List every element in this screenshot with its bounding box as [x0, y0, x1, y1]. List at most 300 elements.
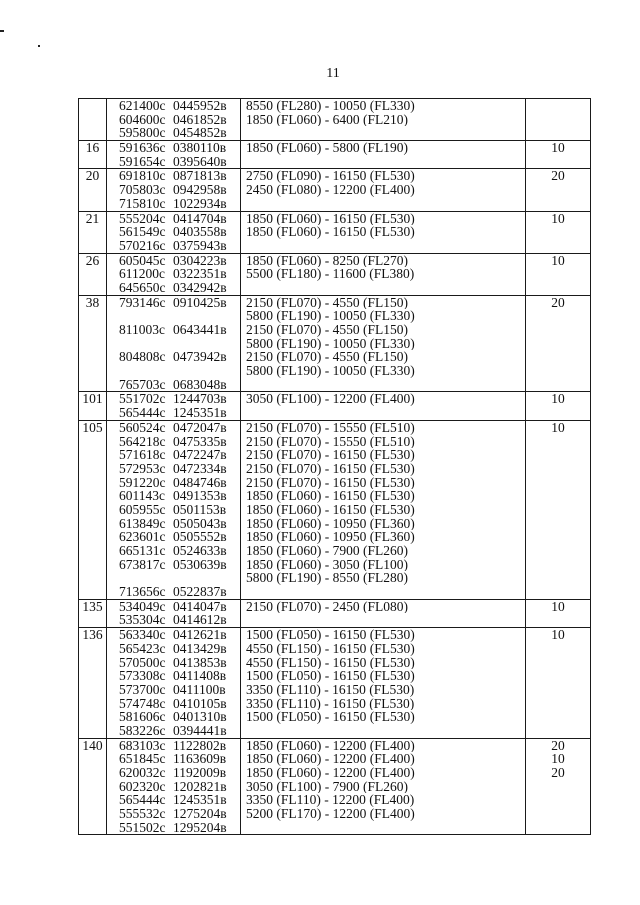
coordinates-cell: [107, 392, 241, 420]
table-row: [79, 141, 591, 169]
altitude-range: 3050 (FL100) - 12200 (FL400): [246, 392, 415, 407]
route-number: 140: [82, 738, 103, 753]
width-value: [526, 350, 590, 364]
coordinates-cell: [107, 253, 241, 295]
width-value: 20: [551, 766, 565, 780]
longitude: 0530639в: [173, 557, 227, 572]
coordinate-line: [119, 585, 240, 599]
latitude: 571618с: [119, 448, 166, 462]
altitude-range: [246, 239, 525, 253]
width-cell: [526, 392, 591, 420]
longitude: 0942958в: [173, 183, 227, 197]
width-value: [526, 724, 590, 738]
route-number: 38: [85, 295, 100, 310]
altitude-range: 1850 (FL060) - 16150 (FL530): [246, 211, 415, 226]
route-number: 105: [82, 420, 103, 435]
latitude: 564218с: [119, 434, 166, 449]
latitude: 651845с: [119, 752, 166, 766]
width-cell: [526, 141, 591, 169]
route-table-body: [79, 99, 591, 835]
table-row: [79, 420, 591, 599]
coordinate-line: [119, 155, 240, 169]
route-number: 135: [82, 599, 103, 614]
altitude-range: 1850 (FL060) - 12200 (FL400): [246, 752, 415, 766]
table-row: [79, 169, 591, 211]
route-number-cell: [79, 169, 107, 211]
longitude: 0413429в: [173, 641, 227, 656]
route-number-cell: [79, 295, 107, 392]
latitude: 555532с: [119, 807, 166, 821]
coordinate-line: [119, 392, 240, 406]
longitude: 0473942в: [173, 350, 227, 365]
width-cell: [526, 628, 591, 739]
altitude-cell: [241, 392, 526, 420]
latitude: 595800с: [119, 126, 166, 141]
table-row: [79, 738, 591, 835]
altitude-range: [246, 197, 525, 211]
coordinate-line: [119, 476, 240, 490]
width-value: [526, 323, 590, 337]
width-value: [526, 517, 590, 531]
coordinate-line: [119, 780, 240, 794]
width-value: 10: [551, 141, 565, 155]
coordinates-cell: [107, 420, 241, 599]
coordinate-line: [119, 613, 240, 627]
route-number-cell: [79, 628, 107, 739]
coordinate-line: [119, 821, 240, 835]
altitude-range: 1500 (FL050) - 16150 (FL530): [246, 669, 415, 683]
altitude-range: 2150 (FL070) - 2450 (FL080): [246, 599, 408, 614]
longitude: 0461852в: [173, 112, 227, 127]
coordinates-cell: [107, 211, 241, 253]
altitude-range: 2150 (FL070) - 4550 (FL150): [246, 295, 408, 310]
width-value: [526, 267, 590, 281]
altitude-range: 2750 (FL090) - 16150 (FL530): [246, 169, 415, 184]
coordinate-line: [119, 600, 240, 614]
longitude: 0412621в: [173, 628, 227, 642]
width-value: [526, 642, 590, 656]
coordinate-line: [119, 126, 240, 140]
coordinate-line: [119, 99, 240, 113]
longitude: 0454852в: [173, 126, 227, 141]
coordinate-line: [119, 710, 240, 724]
longitude: 0522837в: [173, 585, 227, 599]
latitude: 535304с: [119, 613, 166, 628]
longitude: 0484746в: [173, 475, 227, 490]
longitude: 0643441в: [173, 323, 227, 337]
coordinate-line: [119, 169, 240, 183]
coordinate-line: [119, 296, 240, 310]
width-value: [526, 239, 590, 253]
altitude-range: 1500 (FL050) - 16150 (FL530): [246, 628, 415, 642]
coordinate-line: [119, 642, 240, 656]
latitude: 573308с: [119, 669, 166, 683]
altitude-range: 1850 (FL060) - 16150 (FL530): [246, 489, 415, 503]
altitude-range: 2150 (FL070) - 16150 (FL530): [246, 448, 415, 462]
altitude-cell: [241, 99, 526, 141]
latitude: 691810с: [119, 169, 166, 184]
latitude: 623601с: [119, 530, 166, 544]
route-table: [78, 98, 591, 835]
altitude-range: 2150 (FL070) - 15550 (FL510): [246, 420, 415, 435]
altitude-range: 1850 (FL060) - 6400 (FL210): [246, 112, 408, 127]
width-value: 20: [551, 295, 565, 310]
width-value: [526, 807, 590, 821]
latitude: 804808с: [119, 350, 166, 365]
width-value: [526, 462, 590, 476]
longitude: 1122802в: [173, 738, 227, 753]
latitude: 551502с: [119, 820, 166, 835]
coordinate-line: [119, 544, 240, 558]
width-value: 10: [551, 211, 565, 226]
coordinate-line: [119, 267, 240, 281]
route-number-cell: [79, 738, 107, 835]
coordinate-line: [119, 350, 240, 364]
altitude-range: 5200 (FL170) - 12200 (FL400): [246, 807, 415, 821]
width-value: [526, 435, 590, 449]
altitude-range: [246, 585, 525, 599]
coordinate-line: [119, 406, 240, 420]
altitude-cell: [241, 599, 526, 627]
altitude-cell: [241, 253, 526, 295]
coordinate-line: [119, 141, 240, 155]
longitude: 0683048в: [173, 377, 227, 392]
coordinate-line: [119, 254, 240, 268]
latitude: 570216с: [119, 238, 166, 253]
coordinate-line: [119, 212, 240, 226]
longitude: 0491353в: [173, 489, 227, 503]
coordinate-line: [119, 309, 240, 323]
latitude: 715810с: [119, 196, 166, 211]
width-value: [526, 281, 590, 295]
width-value: [526, 656, 590, 670]
coordinates-cell: [107, 169, 241, 211]
latitude: 605955с: [119, 502, 166, 517]
latitude: 591220с: [119, 475, 166, 490]
altitude-cell: [241, 420, 526, 599]
route-number-cell: [79, 392, 107, 420]
altitude-cell: [241, 141, 526, 169]
longitude: 0394441в: [173, 723, 227, 738]
latitude: 601143с: [119, 489, 165, 503]
altitude-range: 2450 (FL080) - 12200 (FL400): [246, 183, 415, 197]
altitude-range: 2150 (FL070) - 16150 (FL530): [246, 461, 415, 476]
longitude: 0342942в: [173, 280, 227, 295]
altitude-range: [246, 126, 525, 140]
coordinate-line: [119, 683, 240, 697]
longitude: 1275204в: [173, 807, 227, 821]
table-row: [79, 628, 591, 739]
latitude: 565423с: [119, 641, 166, 656]
coordinates-cell: [107, 599, 241, 627]
longitude: 0322351в: [173, 267, 227, 281]
longitude: 0472247в: [173, 448, 227, 462]
altitude-range: 3050 (FL100) - 7900 (FL260): [246, 779, 408, 794]
longitude: 0871813в: [173, 169, 227, 184]
altitude-range: 1850 (FL060) - 10950 (FL360): [246, 516, 415, 531]
latitude: 604600с: [119, 112, 166, 127]
altitude-range: 2150 (FL070) - 4550 (FL150): [246, 323, 408, 337]
width-value: 20: [551, 169, 565, 184]
route-number: 101: [82, 392, 103, 407]
width-cell: [526, 253, 591, 295]
coordinate-line: [119, 766, 240, 780]
coordinate-line: [119, 364, 240, 378]
width-cell: [526, 738, 591, 835]
latitude: 705803с: [119, 183, 166, 197]
width-value: [526, 99, 590, 113]
table-row: [79, 295, 591, 392]
altitude-range: 3350 (FL110) - 16150 (FL530): [246, 696, 415, 711]
altitude-range: [246, 821, 525, 835]
table-row: [79, 253, 591, 295]
coordinate-line: [119, 793, 240, 807]
latitude: 620032с: [119, 766, 166, 780]
altitude-range: 5800 (FL190) - 8550 (FL280): [246, 571, 408, 586]
width-value: [526, 448, 590, 462]
altitude-range: 1850 (FL060) - 12200 (FL400): [246, 766, 415, 780]
longitude: 0395640в: [173, 154, 227, 169]
scan-speck: [38, 45, 40, 47]
width-value: [526, 710, 590, 724]
longitude: 0401310в: [173, 710, 227, 724]
latitude: 713656с: [119, 585, 166, 599]
longitude: 0505552в: [173, 530, 227, 544]
longitude: 1163609в: [173, 752, 227, 766]
longitude: 0445952в: [173, 99, 227, 113]
latitude: 793146с: [119, 295, 166, 310]
longitude: 1244703в: [173, 392, 227, 407]
coordinate-line: [119, 337, 240, 351]
coordinate-line: [119, 503, 240, 517]
width-value: [526, 406, 590, 420]
width-cell: [526, 169, 591, 211]
altitude-range: 2150 (FL070) - 15550 (FL510): [246, 434, 415, 449]
altitude-range: 1850 (FL060) - 12200 (FL400): [246, 738, 415, 753]
altitude-cell: [241, 628, 526, 739]
altitude-cell: [241, 738, 526, 835]
altitude-range: 5800 (FL190) - 10050 (FL330): [246, 336, 415, 351]
coordinate-line: [119, 697, 240, 711]
altitude-range: 1850 (FL060) - 16150 (FL530): [246, 225, 415, 239]
route-number-cell: [79, 420, 107, 599]
altitude-range: 2150 (FL070) - 4550 (FL150): [246, 350, 408, 365]
table-row: [79, 99, 591, 141]
coordinate-line: [119, 448, 240, 462]
altitude-range: [246, 613, 525, 627]
route-number-cell: [79, 99, 107, 141]
longitude: 0380110в: [173, 141, 227, 155]
longitude: 0472334в: [173, 461, 227, 476]
coordinate-line: [119, 489, 240, 503]
latitude: 591636с: [119, 141, 166, 155]
longitude: 0505043в: [173, 516, 227, 531]
width-value: [526, 821, 590, 835]
latitude: 560524с: [119, 420, 166, 435]
latitude: 565444с: [119, 793, 166, 808]
latitude: 551702с: [119, 392, 166, 407]
width-value: [526, 113, 590, 127]
coordinate-line: [119, 517, 240, 531]
altitude-range: 4550 (FL150) - 16150 (FL530): [246, 655, 415, 670]
coordinates-cell: [107, 141, 241, 169]
altitude-range: 3350 (FL110) - 12200 (FL400): [246, 793, 415, 808]
width-value: [526, 544, 590, 558]
longitude: 1245351в: [173, 793, 227, 808]
width-value: [526, 558, 590, 572]
latitude: 572953с: [119, 461, 166, 476]
coordinate-line: [119, 281, 240, 295]
route-number-cell: [79, 599, 107, 627]
width-value: [526, 571, 590, 585]
altitude-range: 1850 (FL060) - 7900 (FL260): [246, 544, 408, 558]
longitude: 1192009в: [173, 766, 227, 780]
width-value: [526, 669, 590, 683]
table-row: [79, 211, 591, 253]
width-value: [526, 503, 590, 517]
width-value: [526, 530, 590, 544]
width-cell: [526, 99, 591, 141]
coordinate-line: [119, 113, 240, 127]
width-value: [526, 126, 590, 140]
coordinate-line: [119, 752, 240, 766]
coordinates-cell: [107, 99, 241, 141]
coordinate-line: [119, 656, 240, 670]
latitude: 665131с: [119, 544, 166, 558]
altitude-cell: [241, 211, 526, 253]
longitude: 1202821в: [173, 779, 227, 794]
altitude-range: 1850 (FL060) - 8250 (FL270): [246, 253, 408, 268]
width-value: 10: [551, 752, 565, 766]
route-number-cell: [79, 141, 107, 169]
width-cell: [526, 420, 591, 599]
route-number: 16: [85, 141, 100, 155]
coordinate-line: [119, 378, 240, 392]
width-value: 10: [551, 253, 565, 268]
longitude: 0304223в: [173, 253, 227, 268]
page-number: 11: [326, 66, 340, 81]
width-value: [526, 197, 590, 211]
latitude: 570500с: [119, 655, 166, 670]
coordinates-cell: [107, 738, 241, 835]
width-value: 10: [551, 628, 565, 642]
altitude-cell: [241, 295, 526, 392]
coordinate-line: [119, 530, 240, 544]
altitude-range: 3350 (FL110) - 16150 (FL530): [246, 682, 415, 697]
route-number: 21: [85, 211, 100, 226]
longitude: 0375943в: [173, 238, 227, 253]
latitude: 621400с: [119, 99, 166, 113]
latitude: 574748с: [119, 696, 166, 711]
width-value: 10: [551, 599, 565, 614]
scan-speck: [0, 30, 4, 32]
longitude: 0413853в: [173, 655, 227, 670]
width-value: [526, 183, 590, 197]
latitude: 673817с: [119, 557, 166, 572]
longitude: 0403558в: [173, 225, 227, 239]
route-number-cell: [79, 211, 107, 253]
coordinate-line: [119, 462, 240, 476]
longitude: 0910425в: [173, 295, 227, 310]
longitude: 1295204в: [173, 820, 227, 835]
altitude-range: 1850 (FL060) - 3050 (FL100): [246, 557, 408, 572]
longitude: 0414704в: [173, 211, 227, 226]
width-value: [526, 364, 590, 378]
latitude: 602320с: [119, 779, 166, 794]
width-value: 10: [551, 420, 565, 435]
latitude: 645650с: [119, 280, 166, 295]
latitude: 561549с: [119, 225, 166, 239]
coordinates-cell: [107, 628, 241, 739]
altitude-range: [246, 724, 525, 738]
coordinate-line: [119, 323, 240, 337]
longitude: 0414047в: [173, 599, 227, 614]
coordinate-line: [119, 724, 240, 738]
altitude-cell: [241, 169, 526, 211]
coordinates-cell: [107, 295, 241, 392]
altitude-range: 1850 (FL060) - 10950 (FL360): [246, 530, 415, 544]
coordinate-line: [119, 807, 240, 821]
width-value: [526, 337, 590, 351]
altitude-range: 8550 (FL280) - 10050 (FL330): [246, 99, 415, 113]
altitude-range: 5500 (FL180) - 11600 (FL380): [246, 267, 415, 281]
width-value: [526, 793, 590, 807]
width-value: [526, 613, 590, 627]
width-value: [526, 489, 590, 503]
latitude: 611200с: [119, 267, 165, 281]
width-value: [526, 780, 590, 794]
width-cell: [526, 211, 591, 253]
width-value: [526, 697, 590, 711]
table-row: [79, 599, 591, 627]
altitude-range: 5800 (FL190) - 10050 (FL330): [246, 364, 415, 378]
longitude: 0411100в: [173, 682, 226, 697]
latitude: 811003с: [119, 323, 165, 337]
width-value: 10: [551, 392, 565, 407]
altitude-range: [246, 378, 525, 392]
latitude: 573700с: [119, 682, 166, 697]
latitude: 683103с: [119, 738, 166, 753]
coordinate-line: [119, 558, 240, 572]
latitude: 565444с: [119, 406, 166, 420]
width-value: [526, 585, 590, 599]
longitude: 0410105в: [173, 696, 227, 711]
latitude: 563340с: [119, 628, 166, 642]
altitude-range: 2150 (FL070) - 16150 (FL530): [246, 475, 415, 490]
coordinate-line: [119, 225, 240, 239]
width-value: 20: [551, 738, 565, 753]
route-number-cell: [79, 253, 107, 295]
longitude: 0411408в: [173, 669, 227, 683]
altitude-range: [246, 155, 525, 169]
altitude-range: [246, 281, 525, 295]
table-row: [79, 392, 591, 420]
route-number: 20: [85, 169, 100, 184]
route-number: [79, 99, 106, 113]
longitude: 1245351в: [173, 406, 227, 420]
longitude: 0524633в: [173, 544, 227, 558]
latitude: 765703с: [119, 377, 166, 392]
altitude-range: [246, 406, 525, 420]
width-value: [526, 476, 590, 490]
coordinate-line: [119, 739, 240, 753]
coordinate-line: [119, 183, 240, 197]
width-value: [526, 378, 590, 392]
width-value: [526, 225, 590, 239]
latitude: 591654с: [119, 154, 166, 169]
longitude: 0501153в: [173, 502, 227, 517]
latitude: 583226с: [119, 723, 166, 738]
